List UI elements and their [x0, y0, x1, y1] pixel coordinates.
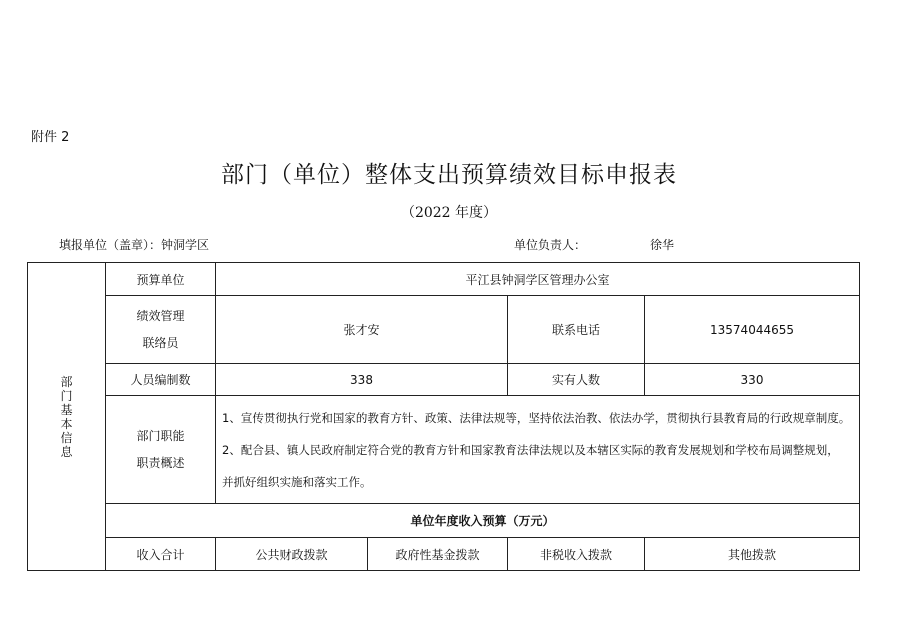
- contact-name: 张才安: [216, 296, 508, 364]
- attachment-label: 附件 2: [31, 130, 70, 145]
- page-title: 部门（单位）整体支出预算绩效目标申报表: [221, 162, 677, 188]
- income-budget-heading: 单位年度收入预算（万元）: [106, 504, 860, 538]
- responsible-label: 单位负责人：: [514, 238, 587, 252]
- section-label-basic-info: 部 门 基 本 信 息: [28, 263, 106, 571]
- phone-value: 13574044655: [645, 296, 860, 364]
- staff-quota-value: 338: [216, 364, 508, 396]
- performance-target-table: [27, 262, 860, 571]
- fiscal-year: （2022 年度）: [400, 205, 498, 221]
- income-col-public-finance: 公共财政拨款: [216, 538, 368, 571]
- actual-staff-value: 330: [645, 364, 860, 396]
- income-col-government-fund: 政府性基金拨款: [368, 538, 508, 571]
- budget-unit-label: 预算单位: [106, 263, 216, 296]
- responsible-name: 徐华: [650, 238, 675, 252]
- budget-unit-value: 平江县钟洞学区管理办公室: [216, 263, 860, 296]
- actual-staff-label: 实有人数: [508, 364, 645, 396]
- fill-unit: 填报单位（盖章）：钟洞学区: [59, 238, 210, 252]
- duties-line: 并抓好组织实施和落实工作。: [222, 474, 372, 489]
- income-col-total: 收入合计: [106, 538, 216, 571]
- duties-line: 2、配合县、镇人民政府制定符合党的教育方针和国家教育法律法规以及本辖区实际的教育发展规划和学校布局调整规划，: [222, 442, 839, 457]
- income-col-non-tax: 非税收入拨款: [508, 538, 645, 571]
- staff-quota-label: 人员编制数: [106, 364, 216, 396]
- duties-description: [216, 396, 860, 504]
- phone-label: 联系电话: [508, 296, 645, 364]
- contact-label: 绩效管理 联络员: [106, 296, 216, 364]
- duties-label: 部门职能 职责概述: [106, 396, 216, 504]
- duties-line: 1、宣传贯彻执行党和国家的教育方针、政策、法律法规等，坚持依法治教、依法办学，贯彻执行县教育局的行政规章制度。: [222, 410, 851, 425]
- income-col-other: 其他拨款: [645, 538, 860, 571]
